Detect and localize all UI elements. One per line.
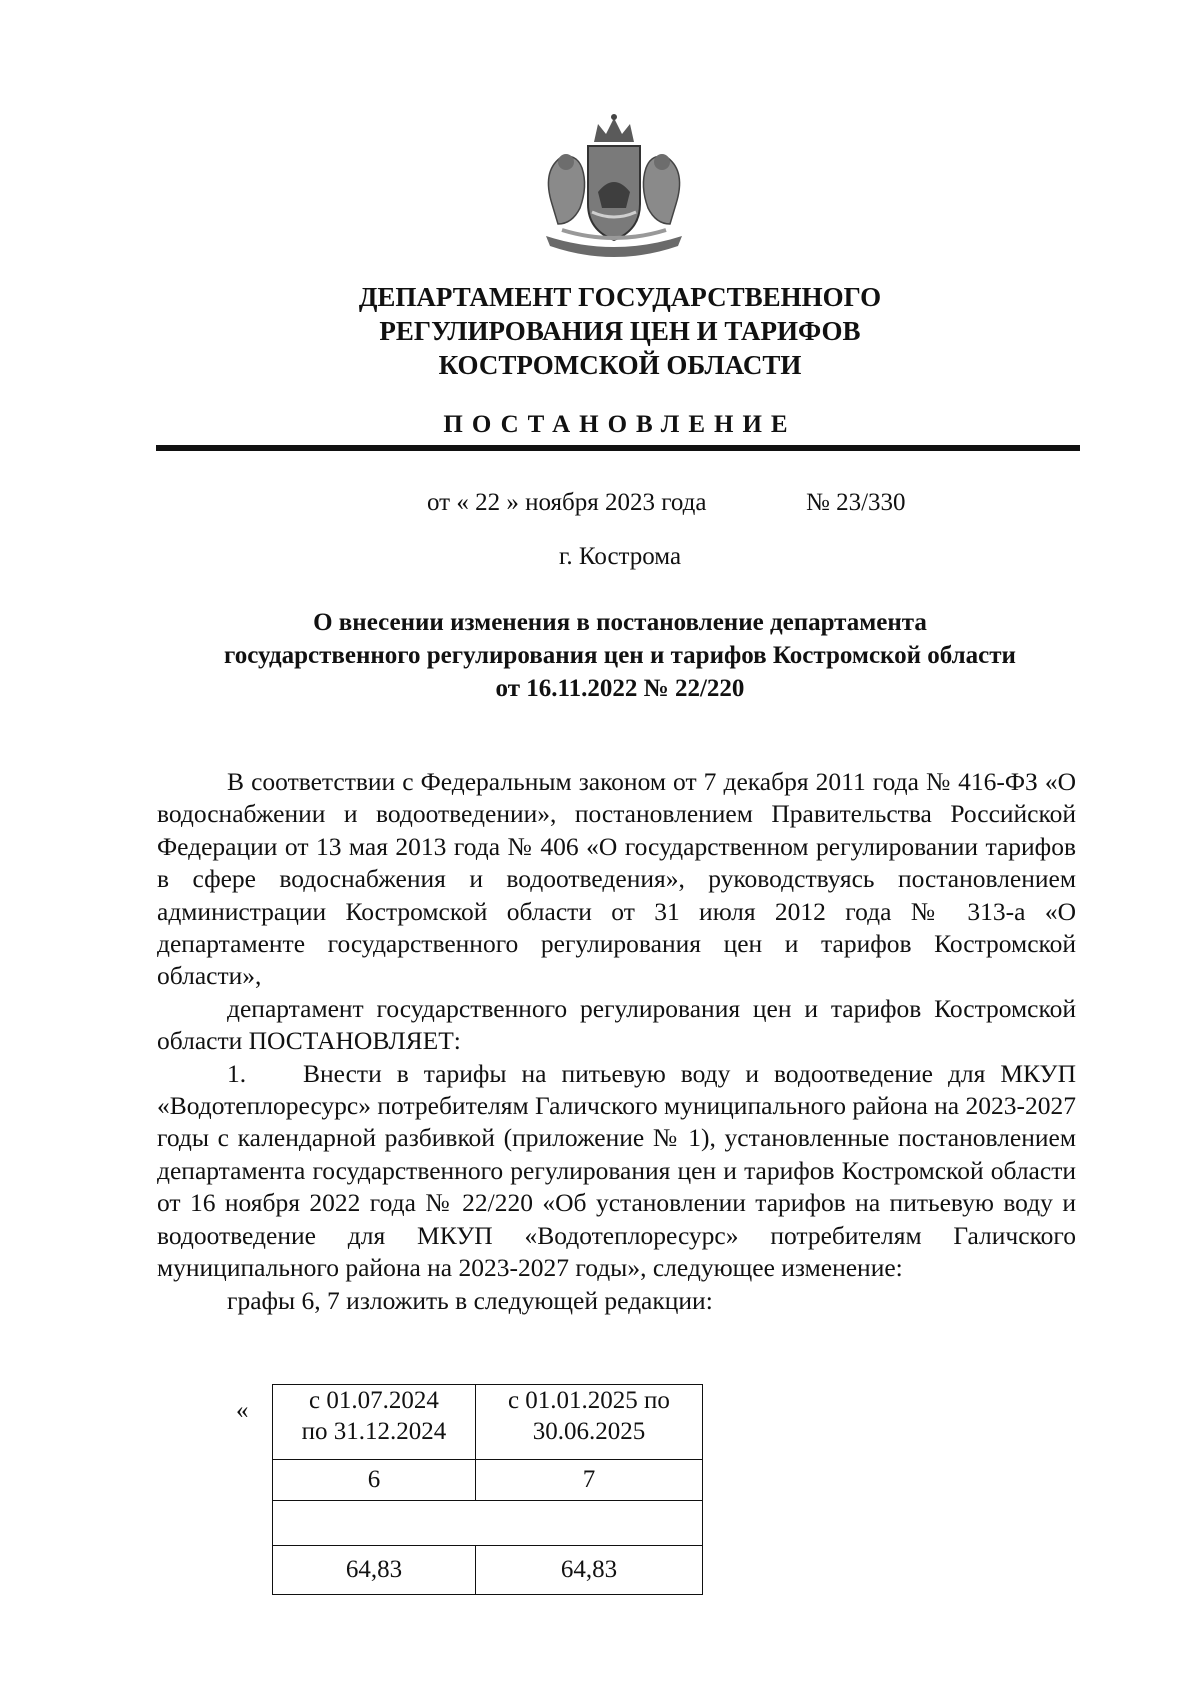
column-number-7: 7 bbox=[475, 1460, 702, 1501]
header-col7-line1: с 01.01.2025 по bbox=[507, 1387, 670, 1414]
paragraph-item-1 bbox=[157, 1058, 1076, 1285]
value-cell-col6: 64,83 bbox=[273, 1546, 476, 1595]
org-line-2: РЕГУЛИРОВАНИЯ ЦЕН И ТАРИФОВ bbox=[379, 316, 861, 346]
empty-merged-cell bbox=[273, 1501, 703, 1546]
value-cell-col7: 64,83 bbox=[475, 1546, 702, 1595]
title-line-2: государственного регулирования цен и тарифов Костромской области bbox=[224, 642, 1016, 669]
item-1-text: Внести в тарифы на питьевую воду и водоотведение для МКУП «Водотеплоресурс» потребителям Галичского муниципального района на 2023-2027 годы с календарной разбивкой (приложение № 1), установленные постановлением департамента государственного регулирования цен и тарифов Костромской области от 16 ноября 2022 года № 22/220 «Об установлении тарифов на питьевую воду и водоотведение для МКУП «Водотеплоресурс» потребителям Галичского муниципального района на 2023-2027 годы», следующее изменение: bbox=[157, 1058, 1076, 1283]
paragraph-columns: графы 6, 7 изложить в следующей редакции: bbox=[227, 1285, 713, 1315]
header-cell-col7 bbox=[475, 1385, 702, 1460]
paragraph-preamble: В соответствии с Федеральным законом от 7 декабря 2011 года № 416-ФЗ «О водоснабжении и водоотведении», постановлением Правительства Российской Федерации от 13 мая 2013 года № 406 «О государственном регулировании тарифов в сфере водоснабжения и водоотведения», руководствуясь постановлением администрации Костромской области от 31 июля 2012 года № 313-а «О департаменте государственного регулирования цен и тарифов Костромской области», bbox=[157, 767, 1076, 991]
org-line-3: КОСТРОМСКОЙ ОБЛАСТИ bbox=[438, 350, 802, 380]
header-cell-col6 bbox=[273, 1385, 476, 1460]
document-type: ПОСТАНОВЛЕНИЕ bbox=[443, 411, 797, 438]
header-divider bbox=[156, 445, 1080, 451]
header-col6-line1: с 01.07.2024 bbox=[309, 1387, 439, 1414]
document-number: № 23/330 bbox=[806, 489, 906, 516]
table-open-quote: « bbox=[236, 1397, 249, 1424]
org-line-1: ДЕПАРТАМЕНТ ГОСУДАРСТВЕННОГО bbox=[358, 282, 882, 312]
document-date: от « 22 » ноября 2023 года bbox=[427, 489, 707, 516]
document-title bbox=[150, 606, 1090, 705]
table-column-number-row bbox=[273, 1460, 703, 1501]
table-header-row bbox=[273, 1385, 703, 1460]
header-col7-line2: 30.06.2025 bbox=[532, 1418, 646, 1445]
column-number-6: 6 bbox=[273, 1460, 476, 1501]
header-col6-line2: по 31.12.2024 bbox=[301, 1418, 447, 1445]
organization-name bbox=[160, 280, 1080, 382]
document-body bbox=[157, 766, 1076, 1317]
table-row bbox=[273, 1546, 703, 1595]
tariff-table bbox=[272, 1384, 703, 1595]
document-city: г. Кострома bbox=[558, 543, 682, 570]
item-1-number: 1. bbox=[227, 1058, 247, 1088]
paragraph-resolves: департамент государственного регулирования цен и тарифов Костромской области ПОСТАНОВЛЯЕТ: bbox=[157, 993, 1076, 1056]
title-line-3: от 16.11.2022 № 22/220 bbox=[495, 675, 745, 702]
title-line-1: О внесении изменения в постановление департамента bbox=[313, 609, 927, 636]
kostroma-coat-of-arms-icon bbox=[532, 112, 696, 260]
table-empty-row bbox=[273, 1501, 703, 1546]
